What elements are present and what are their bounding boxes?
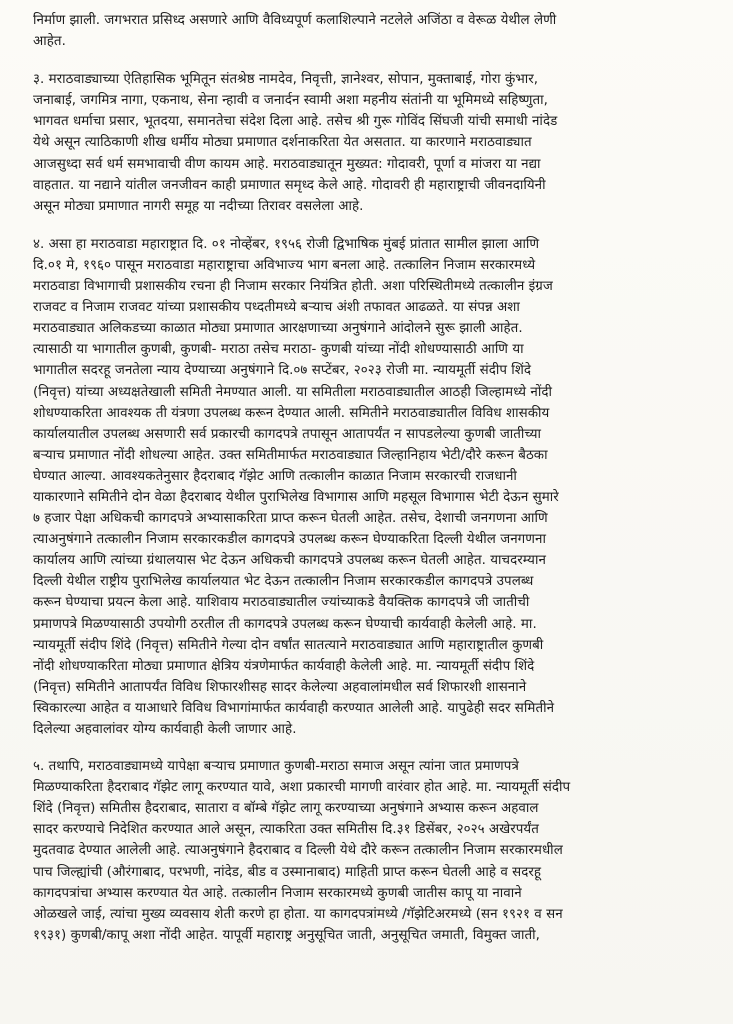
text-line: ४. असा हा मराठवाडा महाराष्ट्रात दि. ०१ नोव्हेंबर, १९५६ रोजी द्विभाषिक मुंबई प्रांतात सामील झाला आणि xyxy=(33,236,540,252)
text-line: याकारणाने समितीने दोन वेळा हैदराबाद येथील पुराभिलेख विभागास आणि महसूल विभागास भेटी देऊन सुमारे xyxy=(33,489,559,505)
text-line: त्यासाठी या भागातील कुणबी, कुणबी- मराठा तसेच मराठा- कुणबी यांच्या नोंदी शोधण्यासाठी आणि या xyxy=(33,342,524,358)
text-line: घेण्यात आल्या. आवश्यकतेनुसार हैदराबाद गॅझेट आणि तत्कालीन काळात निजाम सरकारची राजधानी xyxy=(33,468,517,484)
text-line: निर्माण झाली. जगभरात प्रसिध्द असणारे आणि वैविध्यपूर्ण कलाशिल्पाने नटलेले अजिंठा व वेरूळ येथील लेणी xyxy=(33,13,557,28)
text-line: शिंदे (निवृत्त) समितीस हैदराबाद, सातारा व बॉम्बे गॅझेट लागू करण्याच्या अनुषंगाने अभ्यास करून अहवाल xyxy=(33,801,539,817)
text-line: दि.०१ मे, १९६० पासून मराठवाडा महाराष्ट्राचा अविभाज्य भाग बनला आहे. तत्कालिन निजाम सरकारमध्ये xyxy=(33,257,536,273)
text-line: येथे असून त्याठिकाणी शीख धर्मीय मोठ्या प्रमाणात दर्शनाकरिता येत असतात. या कारणाने मराठवाड्यात xyxy=(33,135,532,151)
text-line: आहेत. xyxy=(33,34,66,50)
text-line: आजसुध्दा सर्व धर्म समभावाची वीण कायम आहे. मराठवाड्यातून मुख्यत: गोदावरी, पूर्णा व मांजरा या नद्या xyxy=(33,156,541,172)
text-line: असून मोठ्या प्रमाणात नागरी समूह या नदीच्या तिरावर वसलेला आहे. xyxy=(33,198,364,214)
paragraph-3 xyxy=(33,234,703,740)
text-line: प्रमाणपत्रे मिळण्यासाठी उपयोगी ठरतील ती कागदपत्रे उपलब्ध करून घेण्याची कार्यवाही केलेली आहे. मा. xyxy=(33,616,537,632)
text-line: राजवट व निजाम राजवट यांच्या प्रशासकीय पध्दतीमध्ये बऱ्याच अंशी तफावत आढळते. या संपन्न अशा xyxy=(33,300,520,316)
text-line: करून घेण्याचा प्रयत्न केला आहे. याशिवाय मराठवाड्यातील ज्यांच्याकडे वैयक्तिक कागदपत्रे जी जातीची xyxy=(33,595,530,611)
paragraph-4 xyxy=(33,756,703,946)
text-line: पाच जिल्ह्यांची (औरंगाबाद, परभणी, नांदेड, बीड व उस्मानाबाद) माहिती प्राप्त करून घेतली आहे व सदरहू xyxy=(33,864,542,880)
text-line: भागातील सदरहू जनतेला न्याय देण्याच्या अनुषंगाने दि.०७ सप्टेंबर, २०२३ रोजी मा. न्यायमूर्ती संदीप शिंदे xyxy=(33,363,532,379)
text-line: दिलेल्या अहवालांवर योग्य कार्यवाही केली जाणार आहे. xyxy=(33,722,297,737)
text-line: मुदतवाढ देण्यात आलेली आहे. त्याअनुषंगाने हैदराबाद व दिल्ली येथे दौरे करून तत्कालीन निजाम सरकारमधील xyxy=(33,843,563,859)
text-line: (निवृत्त) समितीने आतापर्यंत विविध शिफारशीसह सादर केलेल्या अहवालांमधील सर्व शिफारशी शासनाने xyxy=(33,679,527,695)
text-line: शोधण्याकरिता आवश्यक ती यंत्रणा उपलब्ध करून देण्यात आली. समितीने मराठवाड्यातील विविध शासकीय xyxy=(33,405,550,421)
text-line: जनाबाई, जगमित्र नागा, एकनाथ, सेना न्हावी व जनार्दन स्वामी अशा महनीय संतांनी या भूमिमध्ये सहिष्णुता, xyxy=(33,93,548,109)
text-line: बऱ्याच प्रमाणात नोंदी शोधल्या आहेत. उक्त समितीमार्फत मराठवाड्यात जिल्हानिहाय भेटी/दौरे करून बैठका xyxy=(33,447,548,463)
paragraph-1 xyxy=(33,10,703,52)
text-line: मराठवाडा विभागाची प्रशासकीय रचना ही निजाम सरकार नियंत्रित होती. अशा परिस्थितीमध्ये तत्कालीन इंग्रज xyxy=(33,279,553,295)
text-line: न्यायमूर्ती संदीप शिंदे (निवृत्त) समितीने गेल्या दोन वर्षांत सातत्याने मराठवाड्यात आणि महाराष्ट्रातील कुणबी xyxy=(33,637,544,653)
text-line: ७ हजार पेक्षा अधिकची कागदपत्रे अभ्यासाकरिता प्राप्त करून घेतली आहेत. तसेच, देशाची जनगणना आणि xyxy=(33,511,548,527)
text-line: मिळण्याकरिता हैदराबाद गॅझेट लागू करण्यात यावे, अशा प्रकारची मागणी वारंवार होत आहे. मा. न्यायमूर्ती संदीप xyxy=(33,780,571,796)
text-line: ३. मराठवाड्याच्या ऐतिहासिक भूमितून संतश्रेष्ठ नामदेव, निवृत्ती, ज्ञानेश्वर, सोपान, मुक्ताबाई, गोरा कुंभार, xyxy=(33,72,539,88)
text-line: मराठवाड्यात अलिकडच्या काळात मोठ्या प्रमाणात आरक्षणाच्या अनुषंगाने आंदोलने सुरू झाली आहेत. xyxy=(33,321,523,337)
text-line: नोंदी शोधण्याकरिता मोठ्या प्रमाणात क्षेत्रिय यंत्रणेमार्फत कार्यवाही केलेली आहे. मा. न्यायमूर्ती संदीप शिंदे xyxy=(33,658,535,674)
paragraph-gap xyxy=(33,52,703,69)
text-line: ओळखले जाई, त्यांचा मुख्य व्यवसाय शेती करणे हा होता. या कागदपत्रांमध्ये /गॅझेटिअरमध्ये (सन १९२१ व सन xyxy=(33,906,563,922)
text-line: (निवृत्त) यांच्या अध्यक्षतेखाली समिती नेमण्यात आली. या समितीला मराठवाड्यातील आठही जिल्हामध्ये नोंदी xyxy=(33,384,552,400)
paragraph-2 xyxy=(33,69,703,217)
text-line: सादर करण्याचे निदेशित करण्यात आले असून, त्याकरिता उक्त समितीस दि.३१ डिसेंबर, २०२५ अखेरपर्यंत xyxy=(33,822,539,838)
text-line: दिल्ली येथील राष्ट्रीय पुराभिलेख कार्यालयात भेट देऊन तत्कालीन निजाम सरकारकडील कागदपत्रे उपलब्ध xyxy=(33,574,534,590)
text-line: ५. तथापि, मराठवाड्यामध्ये यापेक्षा बऱ्याच प्रमाणात कुणबी-मराठा समाज असून त्यांना जात प्रमाणपत्रे xyxy=(33,759,519,775)
text-line: १९३१) कुणबी/कापू अशा नोंदी आहेत. यापूर्वी महाराष्ट्र अनुसूचित जाती, अनुसूचित जमाती, विमुक्त जाती, xyxy=(33,927,540,943)
paragraph-gap xyxy=(33,740,703,756)
text-line: कार्यालयातील उपलब्ध असणारी सर्व प्रकारची कागदपत्रे तपासून आतापर्यंत न सापडलेल्या कुणबी जातीच्या xyxy=(33,426,542,442)
text-line: त्याअनुषंगाने तत्कालीन निजाम सरकारकडील कागदपत्रे उपलब्ध करून घेण्याकरिता दिल्ली येथील जनगणना xyxy=(33,532,546,548)
document-body xyxy=(33,10,703,946)
text-line: कार्यालय आणि त्यांच्या ग्रंथालयास भेट देऊन अधिकची कागदपत्रे उपलब्ध करून घेतली आहेत. याचदरम्यान xyxy=(33,553,546,569)
text-line: वाहतात. या नद्याने यांतील जनजीवन काही प्रमाणात समृध्द केले आहे. गोदावरी ही महाराष्ट्राची जीवनदायिनी xyxy=(33,177,546,193)
text-line: भागवत धर्माचा प्रसार, भूतदया, समानतेचा संदेश दिला आहे. तसेच श्री गुरू गोविंद सिंघजी यांची समाधी नांदेड xyxy=(33,114,558,130)
paragraph-gap xyxy=(33,217,703,234)
text-line: स्विकारल्या आहेत व याआधारे विविध विभागांमार्फत कार्यवाही करण्यात आलेली आहे. यापुढेही सदर समितीने xyxy=(33,700,555,716)
text-line: कागदपत्रांचा अभ्यास करण्यात येत आहे. तत्कालीन निजाम सरकारमध्ये कुणबी जातीस कापू या नावाने xyxy=(33,885,522,901)
